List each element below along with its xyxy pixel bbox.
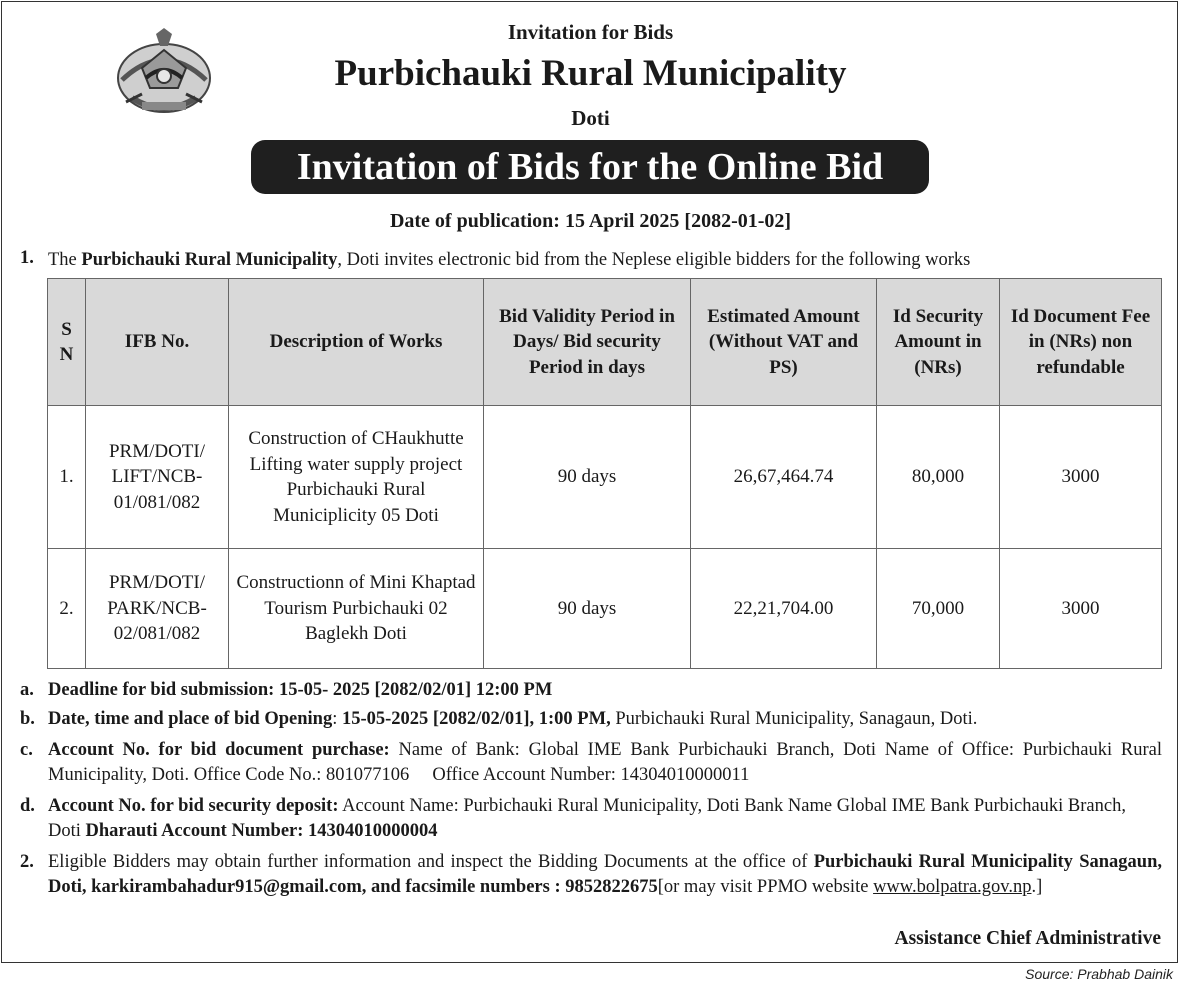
note-2-text: Eligible Bidders may obtain further information and inspect the Bidding Documents at the office of [48, 852, 814, 872]
note-2-ppmo: [or may visit PPMO website [657, 877, 874, 897]
col-header-sn: S N [48, 279, 86, 406]
col-header-fee: Id Document Fee in (NRs) non refundable [1000, 279, 1162, 406]
table-header-row [48, 279, 1162, 406]
cell-security: 70,000 [877, 549, 1000, 669]
cell-description: Construction of CHaukhutte Lifting water supply project Purbichauki Rural Municiplicity 05 Doti [229, 406, 484, 549]
intro-post: , Doti invites electronic bid from the Neplese eligible bidders for the following works [337, 250, 971, 270]
intro-bold: Purbichauki Rural Municipality [81, 250, 338, 270]
note-c-label: c. [20, 740, 33, 760]
intro-text [48, 247, 970, 273]
note-b-colon: : [332, 709, 342, 729]
title-banner: Invitation of Bids for the Online Bid [251, 140, 929, 194]
note-d-text: Account Name: Purbichauki Rural Municipality, Doti Bank Name Global IME Bank Purbichauki Branch, Doti [48, 796, 1126, 841]
source-credit: Source: Prabhab Dainik [1025, 966, 1173, 982]
note-2 [20, 850, 1162, 900]
intro-pre: The [48, 250, 82, 270]
district-name: Doti [571, 106, 610, 130]
note-2-contact: Purbichauki Rural Municipality Sanagaun, Doti, karkirambahadur915@gmail.com, and facsimile numbers : 9852822675 [48, 852, 1162, 897]
note-a-text: Deadline for bid submission: 15-05- 2025 [2082/02/01] 12:00 PM [48, 680, 553, 700]
cell-validity: 90 days [484, 549, 691, 669]
cell-validity: 90 days [484, 406, 691, 549]
note-a [20, 678, 1162, 703]
note-d-heading: Account No. for bid security deposit: [48, 796, 339, 816]
note-b [20, 707, 1162, 732]
col-header-security: Id Security Amount in (NRs) [877, 279, 1000, 406]
cell-description: Constructionn of Mini Khaptad Tourism Purbichauki 02 Baglekh Doti [229, 549, 484, 669]
note-c-text: Name of Bank: Global IME Bank Purbichauki Branch, Doti Name of Office: Purbichauki Rural Municipality, Doti. Office Code No.: 801077106 Office Account Number: 14304010000011 [48, 740, 1167, 785]
municipality-title: Purbichauki Rural Municipality [334, 53, 847, 94]
note-d-account: Dharauti Account Number: 14304010000004 [85, 821, 438, 841]
notice-kicker: Invitation for Bids [507, 20, 674, 44]
note-b-heading: Date, time and place of bid Opening [48, 709, 333, 729]
table-row [48, 549, 1162, 669]
note-c-heading: Account No. for bid document purchase: [48, 740, 390, 760]
note-b-place: Purbichauki Rural Municipality, Sanagaun, Doti. [610, 709, 978, 729]
cell-amount: 26,67,464.74 [691, 406, 877, 549]
cell-ifb: PRM/DOTI/ PARK/NCB-02/081/082 [86, 549, 229, 669]
publication-date: Date of publication: 15 April 2025 [2082-01-02] [389, 210, 792, 232]
note-d-label: d. [20, 796, 35, 816]
cell-fee: 3000 [1000, 549, 1162, 669]
col-header-amount: Estimated Amount (Without VAT and PS) [691, 279, 877, 406]
col-header-ifb: IFB No. [86, 279, 229, 406]
cell-security: 80,000 [877, 406, 1000, 549]
cell-fee: 3000 [1000, 406, 1162, 549]
note-2-dot: . [29, 852, 34, 872]
note-b-label: b. [20, 709, 35, 729]
signature-title: Assistance Chief Administrative [894, 928, 1161, 949]
note-b-datetime: 15-05-2025 [2082/02/01], 1:00 PM, [341, 709, 611, 729]
cell-sn: 1. [48, 406, 86, 549]
note-a-label: a. [20, 680, 34, 700]
cell-ifb: PRM/DOTI/ LIFT/NCB-01/081/082 [86, 406, 229, 549]
note-2-label: 2 [20, 852, 30, 872]
bolpatra-link[interactable]: www.bolpatra.gov.np [873, 877, 1032, 897]
col-header-description: Description of Works [229, 279, 484, 406]
bids-table [47, 278, 1162, 669]
table-row [48, 406, 1162, 549]
col-header-validity: Bid Validity Period in Days/ Bid security Period in days [484, 279, 691, 406]
cell-amount: 22,21,704.00 [691, 549, 877, 669]
note-c [20, 738, 1167, 788]
note-d [20, 794, 1162, 844]
intro-number: 1. [20, 248, 34, 268]
note-2-end: .] [1031, 877, 1043, 897]
cell-sn: 2. [48, 549, 86, 669]
